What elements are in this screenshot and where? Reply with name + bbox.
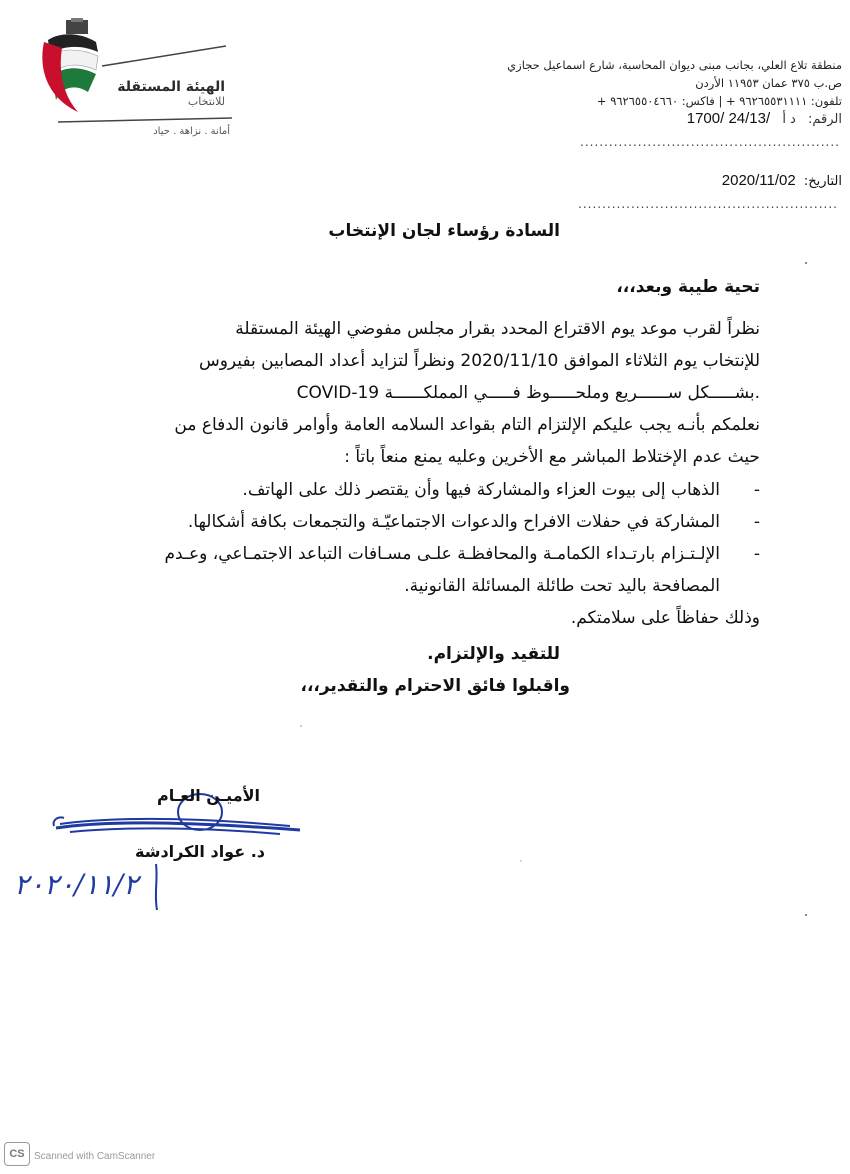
scan-speck <box>520 860 522 862</box>
signatory-title: الأميـن العـام <box>157 786 260 805</box>
date-dotted-line: ...................................................... <box>578 197 838 211</box>
scan-speck <box>805 262 807 264</box>
list-item-text: الإلـتـزام بارتـداء الكمامـة والمحافظـة علـى مسـافات التباعد الاجتمـاعي، وعـدم <box>164 544 720 564</box>
reference-row <box>687 110 842 127</box>
addressee: السادة رؤساء لجان الإنتخاب <box>328 221 560 241</box>
list-item-text: الذهاب إلى بيوت العزاء والمشاركة فيها وأن يقتصر ذلك على الهاتف. <box>242 480 720 500</box>
date-row <box>722 172 842 189</box>
camscanner-watermark: Scanned with CamScanner <box>34 1151 156 1162</box>
reference-dotted-line: ...................................................... <box>580 135 840 149</box>
org-motto: أمانة . نزاهة . حياد <box>153 126 230 137</box>
handwritten-date: ٢٠٢٠/١١/٢ <box>14 868 139 901</box>
reference-prefix: د أ <box>782 112 796 127</box>
scan-speck <box>805 914 807 916</box>
camscanner-logo: CS <box>4 1142 30 1166</box>
date-value: 2020/11/02 <box>721 172 796 189</box>
org-subtitle: للانتخاب <box>187 95 225 108</box>
closing-line: وذلك حفاظاً على سلامتكم. <box>570 608 760 628</box>
org-name: الهيئة المستقلة <box>117 79 225 95</box>
ballot-box-icon <box>66 20 88 34</box>
body-line: نعلمكم بأنـه يجب عليكم الإلتزام التام بقواعد السلامه العامة وأوامر قانون الدفاع من <box>174 415 760 435</box>
list-dash: - <box>753 512 760 532</box>
po-box-line: ص.ب ٣٧٥ عمان ١١٩٥٣ الأردن <box>695 76 842 90</box>
regards-line: واقبلوا فائق الاحترام والتقدير،،، <box>300 676 570 696</box>
body-line: للإنتخاب يوم الثلاثاء الموافق 2020/11/10 ونظراً لتزايد أعداد المصابين بفيروس <box>198 351 760 371</box>
date-label: التاريخ: <box>803 174 842 189</box>
list-item-text: المشاركة في حفلات الافراح والدعوات الاجتماعيّـة والتجمعات بكافة أشكالها. <box>187 512 720 532</box>
list-dash: - <box>753 480 760 500</box>
list-item <box>40 510 760 534</box>
body-line: COVID-19 بشـــــكل ســــــريع وملحـــــوظ فـــــي المملكــــــة. <box>296 383 760 403</box>
body-line: حيث عدم الإختلاط المباشر مع الأخرين وعليه يمنع منعاً باتاً : <box>344 447 760 467</box>
reference-number: 1700/ 24/13/ <box>686 110 771 127</box>
reference-label: الرقم: <box>808 112 842 127</box>
list-item-continuation: المصافحة باليد تحت طائلة المسائلة القانونية. <box>404 576 720 596</box>
signatory-name: د. عواد الكرادشة <box>135 842 265 861</box>
scan-speck <box>300 725 302 727</box>
commitment-line: للتقيد والإلتزام. <box>427 644 560 664</box>
list-dash: - <box>753 544 760 564</box>
phone-fax-line: تلفون: ٩٦٢٦٥٥٣١١١١ + | فاكس: ٩٦٢٦٥٥٠٤٦٦٠ + <box>596 94 842 108</box>
body-line: نظراً لقرب موعد يوم الاقتراع المحدد بقرار مجلس مفوضي الهيئة المستقلة <box>235 319 760 339</box>
list-item <box>40 478 760 502</box>
greeting: تحية طيبة وبعد،،، <box>616 277 760 297</box>
list-item <box>40 542 760 566</box>
handwritten-stroke <box>150 862 162 912</box>
address-line: منطقة تلاع العلي، بجانب مبنى ديوان المحاسبة، شارع اسماعيل حجازي <box>507 58 842 72</box>
